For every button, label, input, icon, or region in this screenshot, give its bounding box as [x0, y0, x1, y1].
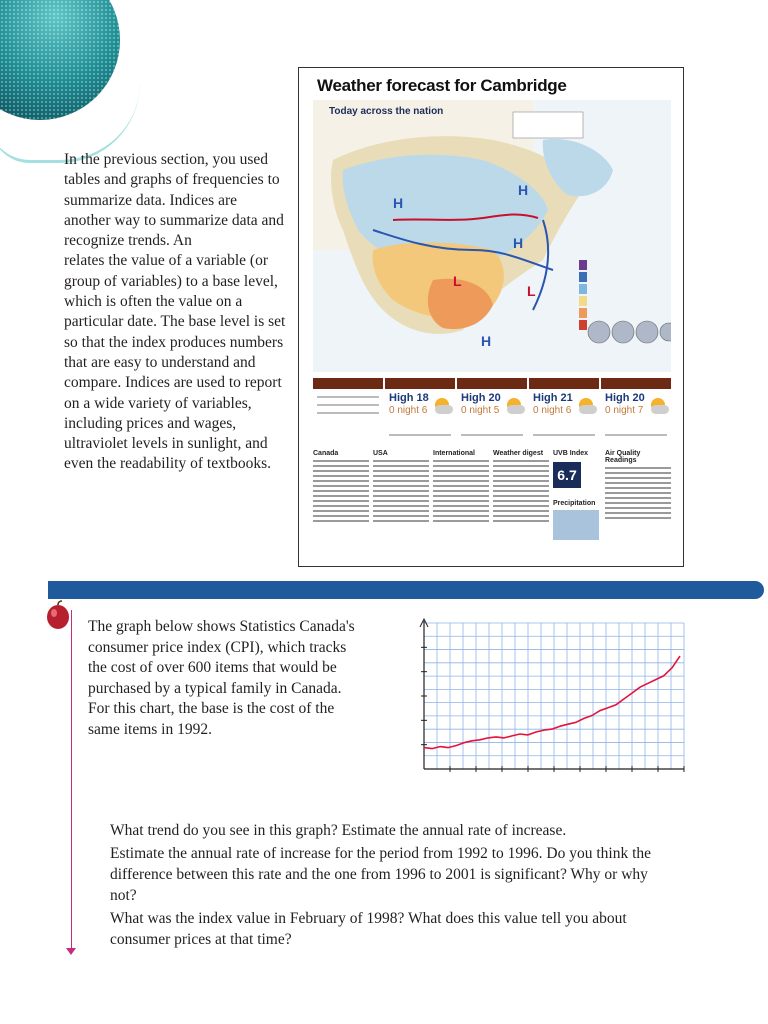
intro-text-after: relates the value of a variable (or group of variables) to a base level, which is often the value on a particular date. The base level is set so that the index produces numbers that are easy to understand and compare. Indices are used to report on a wide variety of variables, including prices and wages, ultraviolet levels in sunlight, and even the readability of textbooks. — [64, 252, 286, 473]
forecast-day — [385, 378, 455, 444]
table-head: International — [433, 450, 476, 457]
weather-title: Weather forecast for Cambridge — [317, 76, 567, 95]
table-column — [553, 450, 599, 457]
apple-icon — [44, 600, 72, 630]
cloud-icon — [507, 405, 525, 414]
forecast-day-header — [529, 378, 599, 389]
precipitation-head: Precipitation — [553, 500, 596, 507]
table-head: Canada — [313, 450, 339, 457]
table-head: Weather digest — [493, 450, 544, 457]
forecast-day-header — [313, 378, 383, 389]
pressure-letter: L — [453, 273, 462, 289]
cloud-icon — [435, 405, 453, 414]
question-2: Estimate the annual rate of increase for the period from 1992 to 1996. Do you think the difference between this rate and the one from 1996 to 2001 is significant? Why or why not? — [110, 845, 652, 904]
table-head: USA — [373, 450, 388, 457]
intro-paragraph — [64, 150, 286, 475]
margin-line — [71, 610, 72, 950]
cloud-icon — [651, 405, 669, 414]
precipitation-panel — [553, 500, 599, 540]
table-head: Air Quality Readings — [605, 450, 641, 464]
pressure-letter: H — [513, 235, 524, 251]
forecast-day-header — [457, 378, 527, 389]
cpi-description: The graph below shows Statistics Canada's consumer price index (CPI), which tracks the cost of over 600 items that would be purchased by a typical family in Canada. For this chart, the base is the cost of the same items in 1992. — [88, 618, 355, 738]
forecast-night: 0 night 6 — [389, 405, 428, 416]
weather-map — [313, 100, 671, 372]
weather-forecast-clipping — [298, 67, 684, 567]
pressure-letter: H — [518, 182, 529, 198]
arrow-down-icon — [66, 948, 76, 955]
forecast-strip — [313, 378, 671, 444]
table-head: UVB Index — [553, 450, 589, 457]
forecast-high: High 20 — [461, 392, 501, 404]
cpi-line-chart — [398, 617, 688, 777]
forecast-day-header — [385, 378, 455, 389]
forecast-day-header — [601, 378, 671, 389]
uv-index-value: 6.7 — [553, 462, 581, 488]
pressure-letter: H — [481, 333, 492, 349]
weather-map-subtitle: Today across the nation — [329, 106, 444, 117]
weather-tables — [313, 450, 671, 560]
forecast-day — [457, 378, 527, 444]
pressure-letter: L — [527, 283, 536, 299]
forecast-night: 0 night 5 — [461, 405, 500, 416]
pressure-letter: H — [393, 195, 404, 211]
forecast-day — [601, 378, 671, 444]
table-column — [313, 450, 369, 522]
forecast-today — [313, 378, 383, 444]
cloud-icon — [579, 405, 597, 414]
forecast-high: High 21 — [533, 392, 573, 404]
intro-text-before: In the previous section, you used tables and graphs of frequencies to summarize data. Indices are another way to summarize data and recognize trends. An — [64, 151, 284, 250]
table-column — [433, 450, 489, 522]
table-column — [373, 450, 429, 522]
table-column — [493, 450, 549, 522]
forecast-high: High 20 — [605, 392, 645, 404]
forecast-night: 0 night 7 — [605, 405, 644, 416]
forecast-day — [529, 378, 599, 444]
forecast-high: High 18 — [389, 392, 429, 404]
question-3: What was the index value in February of 1998? What does this value tell you about consumer prices at that time? — [110, 910, 627, 948]
question-1: What trend do you see in this graph? Estimate the annual rate of increase. — [110, 822, 567, 839]
chart-grid — [424, 623, 684, 769]
table-column — [605, 450, 671, 519]
section-banner — [48, 581, 764, 599]
forecast-night: 0 night 6 — [533, 405, 572, 416]
